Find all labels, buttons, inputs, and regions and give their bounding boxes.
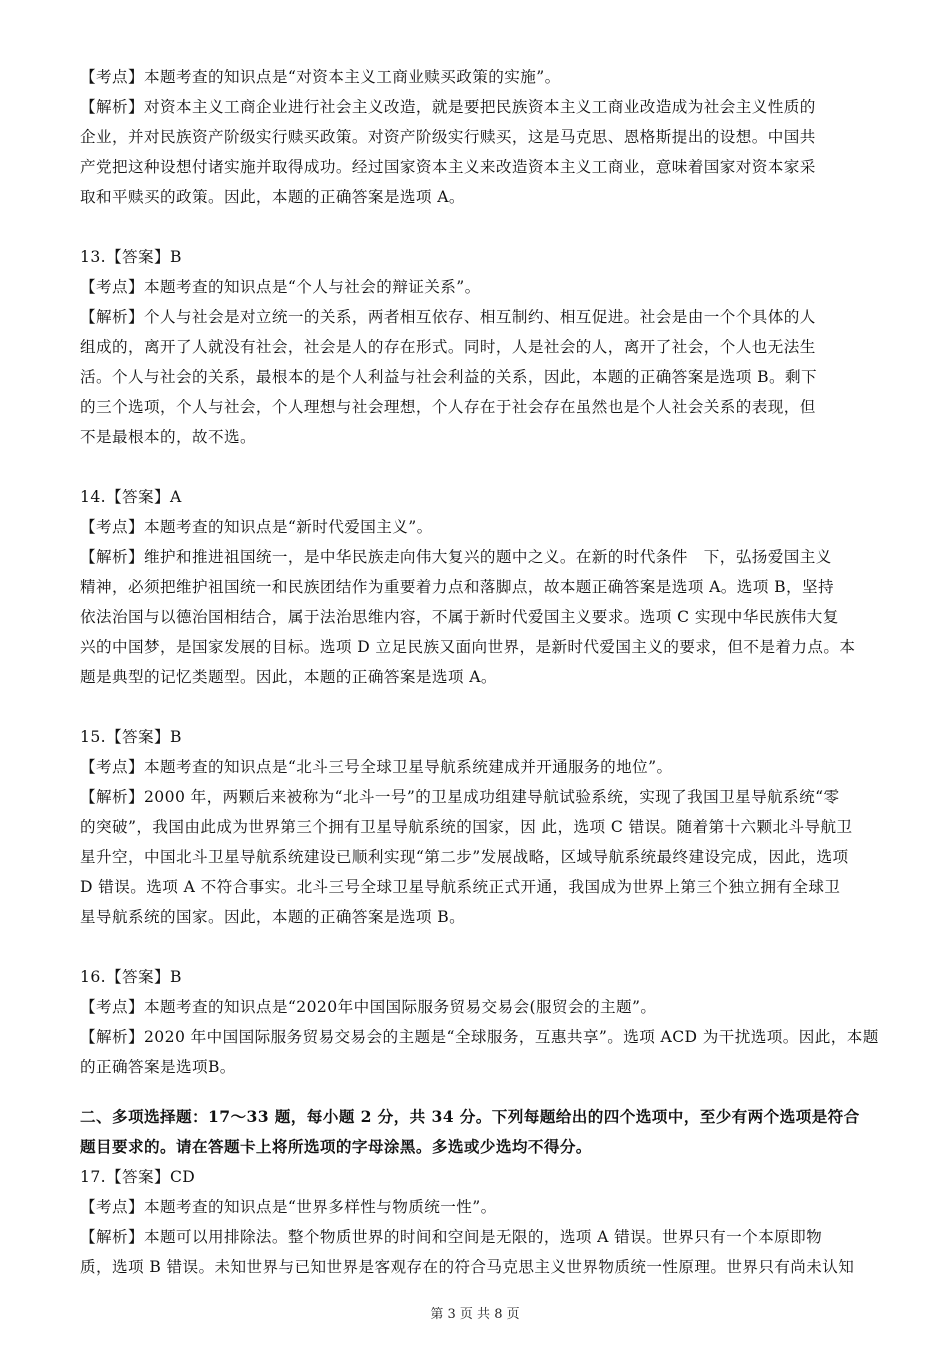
spacer: [80, 212, 870, 242]
q16-kaodian: 【考点】本题考查的知识点是“2020年中国国际服务贸易交易会(服贸会的主题”。: [80, 998, 657, 1016]
q15-answer: 15.【答案】B: [80, 728, 182, 746]
q17-kaodian: 【考点】本题考查的知识点是“世界多样性与物质统一性”。: [80, 1198, 497, 1216]
spacer: [80, 452, 870, 482]
section2-heading-line: 二、多项选择题：17～33 题，每小题 2 分，共 34 分。下列每题给出的四个选项中，至少有两个选项是符合: [80, 1107, 860, 1126]
q14-kaodian: 【考点】本题考查的知识点是“新时代爱国主义”。: [80, 518, 433, 536]
q15-kaodian: 【考点】本题考查的知识点是“北斗三号全球卫星导航系统建成并开通服务的地位”。: [80, 758, 673, 776]
q12-jiexi-line: 产党把这种设想付诸实施并取得成功。经过国家资本主义来改造资本主义工商业，意味着国家对资本家采: [80, 158, 816, 176]
q17-jiexi-line: 【解析】本题可以用排除法。整个物质世界的时间和空间是无限的，选项 A 错误。世界只有一个本原即物: [80, 1228, 823, 1246]
q13-kaodian: 【考点】本题考查的知识点是“个人与社会的辩证关系”。: [80, 278, 481, 296]
q15-jiexi-line: 星升空，中国北斗卫星导航系统建设已顺利实现“第二步”发展战略，区域导航系统最终建设完成，因此，选项: [80, 848, 849, 866]
q13-jiexi-line: 【解析】个人与社会是对立统一的关系，两者相互依存、相互制约、相互促进。社会是由一个个具体的人: [80, 308, 816, 326]
section2-heading-line: 题目要求的。请在答题卡上将所选项的字母涂黑。多选或少选均不得分。: [80, 1137, 592, 1156]
q16-jiexi-line: 的正确答案是选项B。: [80, 1058, 236, 1076]
page-footer: 第 3 页 共 8 页: [430, 1307, 520, 1322]
q14-jiexi-line: 精神，必须把维护祖国统一和民族团结作为重要着力点和落脚点，故本题正确答案是选项 A。选项 B，坚持: [80, 578, 834, 596]
q14-jiexi-line: 依法治国与以德治国相结合，属于法治思维内容，不属于新时代爱国主义要求。选项 C 实现中华民族伟大复: [80, 608, 839, 626]
q17-answer: 17.【答案】CD: [80, 1168, 196, 1186]
q13-jiexi-line: 组成的，离开了人就没有社会，社会是人的存在形式。同时，人是社会的人，离开了社会，个人也无法生: [80, 338, 816, 356]
q14-jiexi-line: 【解析】维护和推进祖国统一，是中华民族走向伟大复兴的题中之义。在新的时代条件 下，弘扬爱国主义: [80, 548, 832, 566]
q13-jiexi-line: 的三个选项，个人与社会，个人理想与社会理想，个人存在于社会存在虽然也是个人社会关系的表现，但: [80, 398, 816, 416]
q15-jiexi-line: 【解析】2000 年，两颗后来被称为“北斗一号”的卫星成功组建导航试验系统，实现了我国卫星导航系统“零: [80, 788, 840, 806]
q14-answer: 14.【答案】A: [80, 488, 182, 506]
q13-jiexi-line: 不是最根本的，故不选。: [80, 428, 256, 446]
q17-jiexi-line: 质，选项 B 错误。未知世界与已知世界是客观存在的符合马克思主义世界物质统一性原理。世界只有尚未认知: [80, 1258, 855, 1276]
q13-answer: 13.【答案】B: [80, 248, 182, 266]
q15-jiexi-line: 的突破”，我国由此成为世界第三个拥有卫星导航系统的国家，因 此，选项 C 错误。随着第十六颗北斗导航卫: [80, 818, 853, 836]
spacer: [80, 692, 870, 722]
spacer: [80, 1082, 870, 1102]
q12-jiexi-line: 【解析】对资本主义工商企业进行社会主义改造，就是要把民族资本主义工商业改造成为社会主义性质的: [80, 98, 816, 116]
q14-jiexi-line: 题是典型的记忆类题型。因此，本题的正确答案是选项 A。: [80, 668, 497, 686]
q16-answer: 16.【答案】B: [80, 968, 182, 986]
q12-jiexi-line: 企业，并对民族资产阶级实行赎买政策。对资产阶级实行赎买，这是马克思、恩格斯提出的设想。中国共: [80, 128, 816, 146]
document-body: [80, 62, 879, 1282]
q14-jiexi-line: 兴的中国梦，是国家发展的目标。选项 D 立足民族又面向世界，是新时代爱国主义的要求，但不是着力点。本: [80, 638, 856, 656]
q16-jiexi-line: 【解析】2020 年中国国际服务贸易交易会的主题是“全球服务，互惠共享”。选项 ACD 为干扰选项。因此，本题: [80, 1028, 879, 1046]
q15-jiexi-line: 星导航系统的国家。因此，本题的正确答案是选项 B。: [80, 908, 466, 926]
q12-jiexi-line: 取和平赎买的政策。因此，本题的正确答案是选项 A。: [80, 188, 465, 206]
q12-kaodian: 【考点】本题考查的知识点是“对资本主义工商业赎买政策的实施”。: [80, 68, 561, 86]
q13-jiexi-line: 活。个人与社会的关系，最根本的是个人利益与社会利益的关系，因此，本题的正确答案是选项 B。剩下: [80, 368, 817, 386]
q15-jiexi-line: D 错误。选项 A 不符合事实。北斗三号全球卫星导航系统正式开通，我国成为世界上第三个独立拥有全球卫: [80, 878, 841, 896]
spacer: [80, 932, 870, 962]
